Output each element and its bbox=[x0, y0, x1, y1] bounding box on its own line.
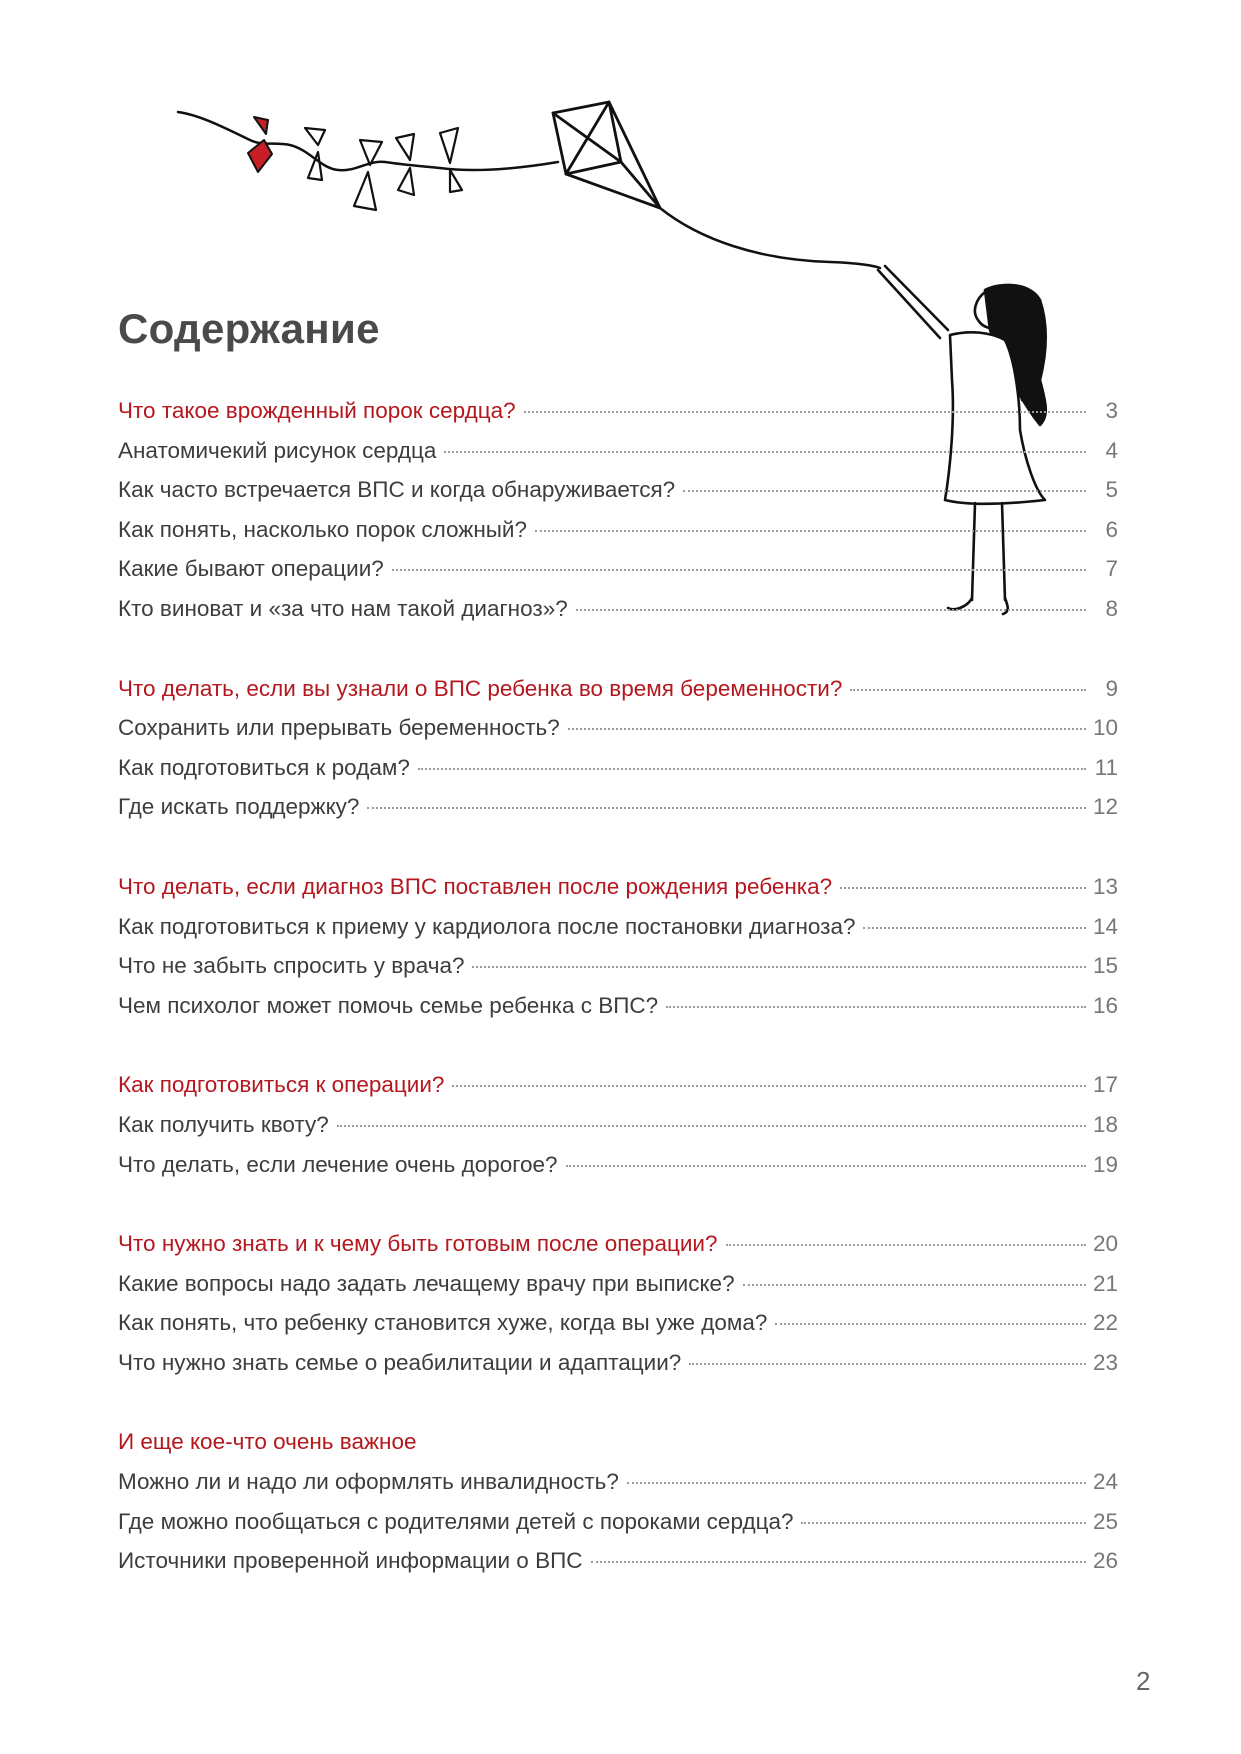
toc-entry-label: Кто виноват и «за что нам такой диагноз»? bbox=[118, 595, 568, 621]
dot-leader bbox=[367, 807, 1086, 809]
dot-leader bbox=[472, 966, 1086, 968]
toc-page-number: 12 bbox=[1092, 794, 1118, 820]
dot-leader bbox=[689, 1363, 1086, 1365]
toc-page-number: 16 bbox=[1092, 992, 1118, 1018]
toc-page-number: 14 bbox=[1092, 913, 1118, 939]
page-title: Содержание bbox=[118, 305, 380, 352]
dot-leader bbox=[743, 1284, 1086, 1286]
toc-section-heading[interactable] bbox=[118, 1231, 1118, 1271]
toc-page-number: 7 bbox=[1105, 556, 1118, 582]
toc-entry[interactable] bbox=[118, 794, 1118, 834]
toc-page-number: 5 bbox=[1105, 477, 1118, 503]
toc-entry[interactable] bbox=[118, 755, 1118, 795]
toc-entry[interactable] bbox=[118, 1509, 1118, 1549]
dot-leader bbox=[576, 609, 1086, 611]
toc-entry[interactable] bbox=[118, 953, 1118, 993]
toc-entry-label: Где можно пообщаться с родителями детей с пороками сердца? bbox=[118, 1508, 794, 1534]
dot-leader bbox=[524, 411, 1086, 413]
toc-entry[interactable] bbox=[118, 1548, 1118, 1588]
table-of-contents bbox=[118, 398, 1118, 1628]
toc-entry-label: Можно ли и надо ли оформлять инвалидность? bbox=[118, 1469, 619, 1495]
dot-leader bbox=[452, 1085, 1086, 1087]
toc-section bbox=[118, 398, 1118, 636]
toc-section-heading[interactable] bbox=[118, 1429, 1118, 1469]
toc-page-number: 21 bbox=[1092, 1270, 1118, 1296]
kite-string bbox=[660, 208, 880, 268]
toc-page-number: 25 bbox=[1092, 1508, 1118, 1534]
dot-leader bbox=[863, 927, 1086, 929]
toc-section bbox=[118, 1231, 1118, 1389]
toc-entry-label: Как часто встречается ВПС и когда обнаруживается? bbox=[118, 477, 676, 503]
toc-entry[interactable] bbox=[118, 1350, 1118, 1390]
toc-entry[interactable] bbox=[118, 556, 1118, 596]
toc-entry-label: Как подготовиться к приему у кардиолога после постановки диагноза? bbox=[118, 913, 856, 939]
dot-leader bbox=[627, 1482, 1086, 1484]
toc-entry[interactable] bbox=[118, 1310, 1118, 1350]
dot-leader bbox=[726, 1244, 1087, 1246]
toc-entry-label: Как получить квоту? bbox=[118, 1111, 329, 1137]
toc-section-heading[interactable] bbox=[118, 676, 1118, 716]
toc-entry[interactable] bbox=[118, 1152, 1118, 1192]
toc-page-number: 9 bbox=[1105, 675, 1118, 701]
toc-page-number: 4 bbox=[1105, 437, 1118, 463]
toc-section bbox=[118, 874, 1118, 1032]
toc-entry-label: Что делать, если диагноз ВПС поставлен после рождения ребенка? bbox=[118, 873, 833, 899]
toc-section-heading[interactable] bbox=[118, 874, 1118, 914]
toc-section bbox=[118, 676, 1118, 834]
toc-entry-label: И еще кое-что очень важное bbox=[118, 1429, 417, 1455]
toc-entry-label: Как понять, насколько порок сложный? bbox=[118, 516, 528, 542]
toc-page-number: 3 bbox=[1105, 398, 1118, 423]
toc-page-number: 6 bbox=[1105, 516, 1118, 542]
dot-leader bbox=[775, 1323, 1086, 1325]
toc-page-number: 13 bbox=[1092, 873, 1118, 899]
toc-entry[interactable] bbox=[118, 438, 1118, 478]
toc-page-number: 18 bbox=[1092, 1111, 1118, 1137]
dot-leader bbox=[666, 1006, 1086, 1008]
dot-leader bbox=[683, 490, 1086, 492]
toc-entry-label: Какие бывают операции? bbox=[118, 556, 384, 582]
kite-icon bbox=[553, 102, 660, 208]
toc-page-number: 20 bbox=[1092, 1231, 1118, 1257]
toc-entry-label: Что нужно знать семье о реабилитации и адаптации? bbox=[118, 1349, 682, 1375]
dot-leader bbox=[418, 768, 1086, 770]
toc-entry-label: Как подготовиться к операции? bbox=[118, 1072, 445, 1098]
dot-leader bbox=[568, 728, 1086, 730]
toc-entry[interactable] bbox=[118, 1112, 1118, 1152]
dot-leader bbox=[850, 689, 1086, 691]
toc-page-number: 17 bbox=[1092, 1072, 1118, 1098]
toc-section-heading[interactable] bbox=[118, 398, 1118, 438]
toc-entry[interactable] bbox=[118, 596, 1118, 636]
dot-leader bbox=[840, 887, 1086, 889]
toc-entry-label: Что делать, если вы узнали о ВПС ребенка во время беременности? bbox=[118, 675, 843, 701]
page-number: 2 bbox=[1136, 1666, 1151, 1696]
toc-section bbox=[118, 1072, 1118, 1191]
dot-leader bbox=[535, 530, 1086, 532]
dot-leader bbox=[337, 1125, 1086, 1127]
toc-entry-label: Что не забыть спросить у врача? bbox=[118, 953, 465, 979]
toc-entry-label: Как понять, что ребенку становится хуже, когда вы уже дома? bbox=[118, 1310, 768, 1336]
toc-page-number: 15 bbox=[1092, 953, 1118, 979]
toc-entry-label: Где искать поддержку? bbox=[118, 794, 360, 820]
toc-page-number: 24 bbox=[1092, 1469, 1118, 1495]
toc-entry-label: Сохранить или прерывать беременность? bbox=[118, 715, 560, 741]
toc-page-number: 19 bbox=[1092, 1151, 1118, 1177]
toc-page-number: 11 bbox=[1094, 754, 1118, 780]
dot-leader bbox=[392, 569, 1086, 571]
toc-entry-label: Что такое врожденный порок сердца? bbox=[118, 398, 516, 423]
toc-entry[interactable] bbox=[118, 993, 1118, 1033]
toc-page-number: 26 bbox=[1092, 1548, 1118, 1574]
toc-entry-label: Чем психолог может помочь семье ребенка с ВПС? bbox=[118, 992, 659, 1018]
toc-entry-label: Что делать, если лечение очень дорогое? bbox=[118, 1151, 558, 1177]
toc-entry[interactable] bbox=[118, 517, 1118, 557]
toc-entry[interactable] bbox=[118, 1271, 1118, 1311]
dot-leader bbox=[566, 1165, 1086, 1167]
toc-entry-label: Как подготовиться к родам? bbox=[118, 754, 410, 780]
toc-page-number: 23 bbox=[1092, 1349, 1118, 1375]
toc-section bbox=[118, 1429, 1118, 1587]
toc-entry-label: Анатомичекий рисунок сердца bbox=[118, 437, 437, 463]
toc-page-number: 10 bbox=[1092, 715, 1118, 741]
dot-leader bbox=[591, 1561, 1087, 1563]
toc-entry-label: Что нужно знать и к чему быть готовым после операции? bbox=[118, 1231, 718, 1257]
toc-entry[interactable] bbox=[118, 477, 1118, 517]
dot-leader bbox=[444, 451, 1086, 453]
toc-entry[interactable] bbox=[118, 715, 1118, 755]
toc-page-number: 8 bbox=[1105, 595, 1118, 621]
toc-entry[interactable] bbox=[118, 914, 1118, 954]
dot-leader bbox=[801, 1522, 1086, 1524]
toc-entry-label: Источники проверенной информации о ВПС bbox=[118, 1548, 583, 1574]
toc-entry-label: Какие вопросы надо задать лечащему врачу при выписке? bbox=[118, 1270, 735, 1296]
toc-entry[interactable] bbox=[118, 1469, 1118, 1509]
toc-section-heading[interactable] bbox=[118, 1072, 1118, 1112]
toc-page-number: 22 bbox=[1092, 1310, 1118, 1336]
